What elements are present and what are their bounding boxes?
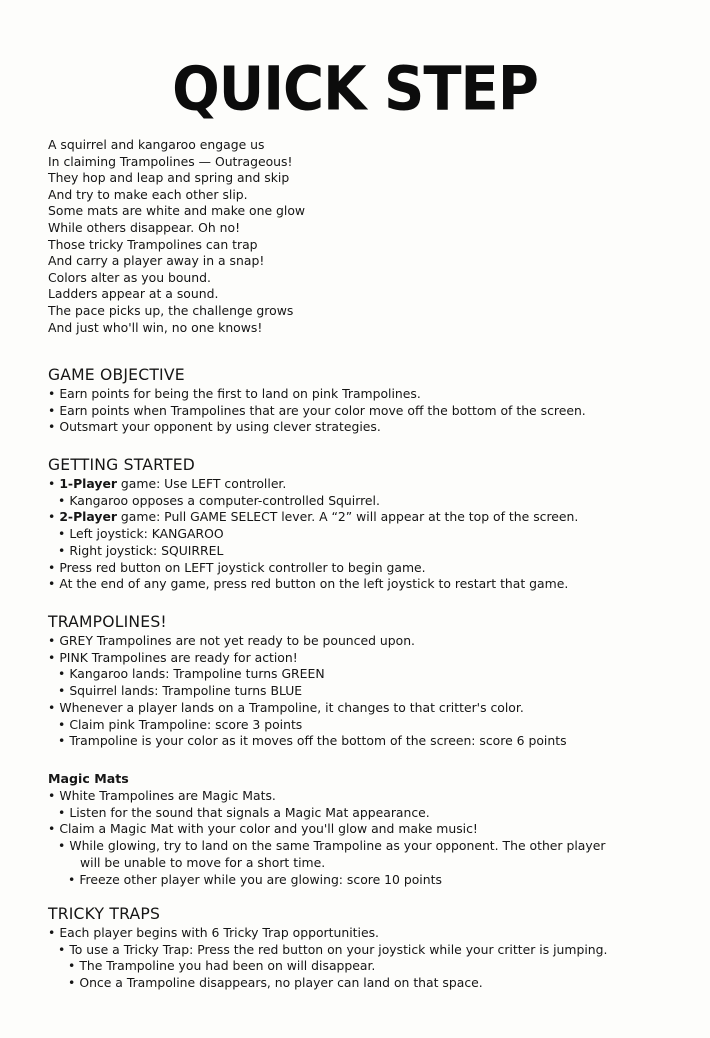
list-item: • Each player begins with 6 Tricky Trap opportunities.: [48, 925, 688, 942]
page-title: QUICK STEP: [172, 54, 538, 125]
list-item: • While glowing, try to land on the same Trampoline as your opponent. The other player: [48, 838, 688, 855]
section-heading: Magic Mats: [48, 771, 129, 786]
poem-line: Ladders appear at a sound.: [48, 286, 219, 302]
section-heading: GETTING STARTED: [48, 456, 195, 474]
list-item: • White Trampolines are Magic Mats.: [48, 788, 688, 805]
list-item: • Outsmart your opponent by using clever strategies.: [48, 419, 688, 436]
poem-line: In claiming Trampolines — Outrageous!: [48, 153, 293, 169]
list-item: • Kangaroo opposes a computer-controlled Squirrel.: [48, 493, 688, 510]
poem-line: While others disappear. Oh no!: [48, 219, 241, 235]
list-item: • At the end of any game, press red button on the left joystick to restart that game.: [48, 576, 688, 593]
list-item: • Left joystick: KANGAROO: [48, 526, 688, 543]
poem-line: The pace picks up, the challenge grows: [48, 302, 294, 318]
list-item: • 1-Player game: Use LEFT controller.: [48, 476, 688, 493]
poem-line: They hop and leap and spring and skip: [48, 170, 290, 186]
poem-line: And just who'll win, no one knows!: [48, 319, 263, 335]
list-item: • The Trampoline you had been on will disappear.: [48, 958, 688, 975]
section-heading: GAME OBJECTIVE: [48, 366, 185, 384]
section-heading: TRAMPOLINES!: [48, 613, 167, 631]
list-item: • Once a Trampoline disappears, no player can land on that space.: [48, 975, 688, 992]
list-item: • Whenever a player lands on a Trampoline, it changes to that critter's color.: [48, 700, 688, 717]
list-item: • Earn points for being the first to land on pink Trampolines.: [48, 386, 688, 403]
section-heading: TRICKY TRAPS: [48, 905, 161, 923]
poem-line: And try to make each other slip.: [48, 186, 248, 202]
section-magic-mats: [48, 770, 688, 888]
poem: [48, 137, 305, 336]
poem-line: Those tricky Trampolines can trap: [48, 236, 258, 252]
poem-line: And carry a player away in a snap!: [48, 253, 265, 269]
section-getting-started: [48, 455, 688, 593]
list-item: • PINK Trampolines are ready for action!: [48, 650, 688, 667]
section-game-objective: [48, 365, 688, 436]
list-item-continuation: will be unable to move for a short time.: [80, 854, 326, 870]
list-item: • Listen for the sound that signals a Magic Mat appearance.: [48, 805, 688, 822]
section-tricky-traps: [48, 904, 688, 992]
poem-line: Colors alter as you bound.: [48, 269, 211, 285]
list-item: • To use a Tricky Trap: Press the red button on your joystick while your critter is jumping.: [48, 942, 688, 959]
list-item: • Right joystick: SQUIRREL: [48, 543, 688, 560]
poem-line: Some mats are white and make one glow: [48, 203, 306, 219]
list-item: • Squirrel lands: Trampoline turns BLUE: [48, 683, 688, 700]
section-trampolines: [48, 612, 688, 750]
list-item: • Earn points when Trampolines that are your color move off the bottom of the screen.: [48, 403, 688, 420]
list-item: • Kangaroo lands: Trampoline turns GREEN: [48, 666, 688, 683]
list-item: • Claim pink Trampoline: score 3 points: [48, 717, 688, 734]
list-item: • Trampoline is your color as it moves off the bottom of the screen: score 6 points: [48, 733, 688, 750]
list-item: • GREY Trampolines are not yet ready to be pounced upon.: [48, 633, 688, 650]
list-item: • Freeze other player while you are glowing: score 10 points: [48, 872, 688, 889]
list-item: • 2-Player game: Pull GAME SELECT lever. A “2” will appear at the top of the screen.: [48, 509, 688, 526]
list-item: • Press red button on LEFT joystick controller to begin game.: [48, 560, 688, 577]
list-item: • Claim a Magic Mat with your color and you'll glow and make music!: [48, 821, 688, 838]
poem-line: A squirrel and kangaroo engage us: [48, 137, 265, 152]
